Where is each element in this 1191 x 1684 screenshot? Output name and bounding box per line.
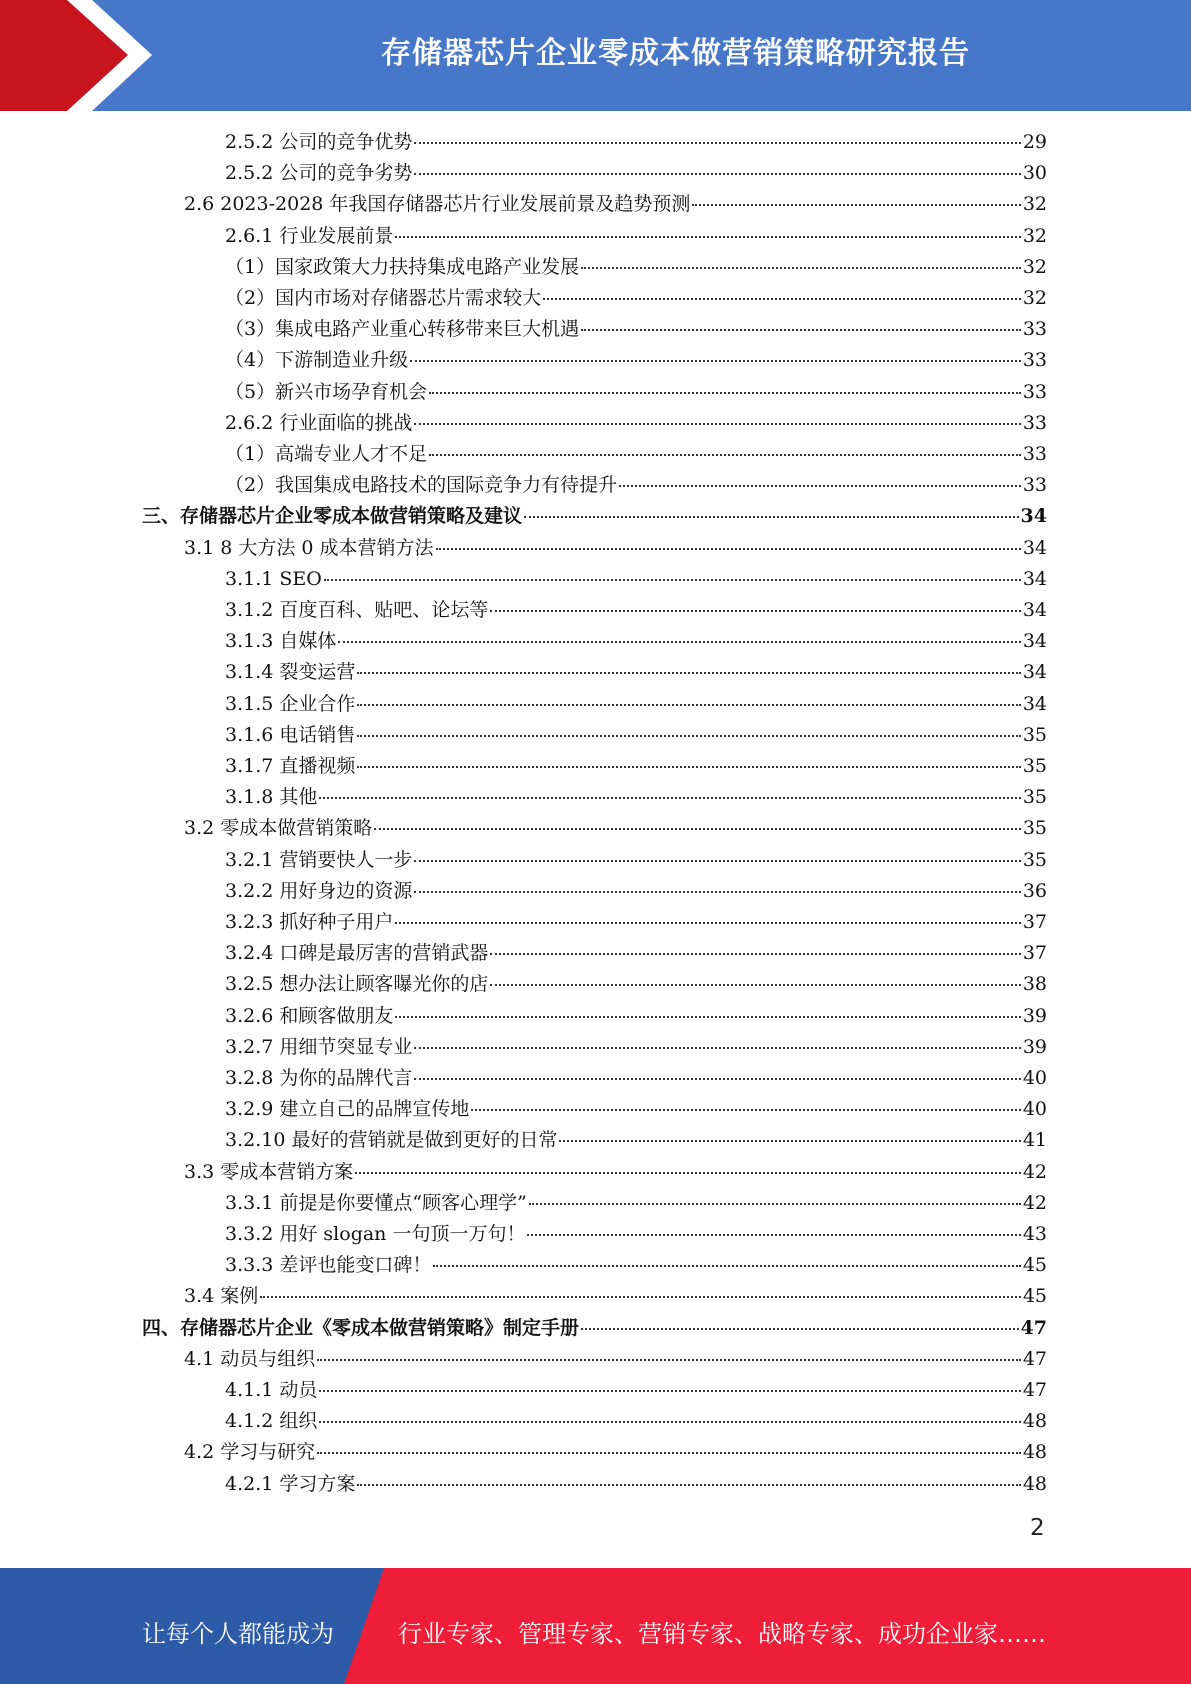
toc-entry[interactable]	[225, 158, 1047, 189]
toc-dot-leader	[357, 703, 1020, 706]
page-footer	[0, 1568, 1191, 1684]
toc-entry-title: 3.1.5 企业合作	[225, 692, 356, 715]
toc-entry-page: 35	[1022, 848, 1047, 871]
toc-entry[interactable]	[225, 283, 1047, 314]
toc-entry[interactable]	[225, 221, 1047, 252]
toc-entry-title: 3.2.2 用好身边的资源	[225, 879, 413, 902]
toc-dot-leader	[436, 547, 1021, 550]
toc-entry-title: 3.3.1 前提是你要懂点“顾客心理学”	[225, 1191, 527, 1214]
toc-entry-page: 35	[1022, 786, 1047, 809]
toc-dot-leader	[581, 1327, 1019, 1330]
toc-dot-leader	[317, 1451, 1021, 1454]
toc-entry[interactable]	[142, 1313, 1047, 1344]
toc-entry-page: 33	[1022, 318, 1047, 341]
toc-entry-page: 34	[1022, 630, 1047, 653]
toc-entry[interactable]	[184, 1437, 1047, 1468]
toc-dot-leader	[395, 235, 1020, 238]
toc-dot-leader	[619, 484, 1021, 487]
toc-entry-title: （3）集成电路产业重心转移带来巨大机遇	[225, 318, 580, 341]
toc-entry-page: 48	[1022, 1472, 1047, 1495]
toc-entry-page: 43	[1022, 1223, 1047, 1245]
toc-entry[interactable]	[225, 1375, 1047, 1406]
toc-dot-leader	[357, 765, 1020, 768]
toc-entry-title: （1）高端专业人才不足	[225, 443, 428, 465]
toc-entry-page: 45	[1022, 1285, 1047, 1308]
toc-entry[interactable]	[225, 345, 1047, 376]
toc-entry[interactable]	[225, 938, 1047, 969]
toc-entry-title: 2.5.2 公司的竞争劣势	[225, 162, 413, 185]
footer-slogan-left: 让每个人都能成为	[142, 1620, 334, 1648]
toc-entry-page: 41	[1022, 1129, 1047, 1152]
toc-entry-page: 34	[1022, 536, 1047, 559]
toc-dot-leader	[319, 796, 1020, 799]
toc-dot-leader	[414, 422, 1020, 425]
toc-dot-leader	[490, 952, 1020, 955]
toc-entry[interactable]	[225, 751, 1047, 782]
toc-dot-leader	[429, 453, 1021, 456]
toc-entry-page: 34	[1022, 661, 1047, 684]
toc-entry[interactable]	[225, 1001, 1047, 1032]
toc-entry-title: 2.6 2023-2028 年我国存储器芯片行业发展前景及趋势预测	[184, 193, 691, 216]
toc-entry-title: 四、存储器芯片企业《零成本做营销策略》制定手册	[142, 1316, 580, 1339]
toc-entry[interactable]	[225, 470, 1047, 501]
toc-entry[interactable]	[184, 1344, 1047, 1375]
toc-entry[interactable]	[225, 127, 1047, 158]
toc-entry-title: 3.2.5 想办法让顾客曝光你的店	[225, 973, 489, 996]
toc-entry-title: （4）下游制造业升级	[225, 349, 409, 372]
toc-dot-leader	[581, 266, 1021, 269]
toc-entry-page: 37	[1022, 911, 1047, 933]
toc-entry[interactable]	[225, 1219, 1047, 1250]
toc-entry[interactable]	[225, 314, 1047, 345]
toc-entry[interactable]	[225, 1094, 1047, 1125]
toc-entry[interactable]	[225, 252, 1047, 283]
toc-dot-leader	[410, 359, 1021, 362]
toc-entry-page: 38	[1022, 973, 1047, 996]
toc-entry-title: （5）新兴市场孕育机会	[225, 380, 428, 403]
toc-entry-title: 3.2.9 建立自己的品牌宣传地	[225, 1098, 470, 1121]
toc-dot-leader	[338, 640, 1020, 643]
toc-dot-leader	[524, 515, 1019, 518]
toc-entry[interactable]	[225, 564, 1047, 595]
toc-entry-title: 3.2.1 营销要快人一步	[225, 848, 413, 871]
toc-dot-leader	[692, 203, 1020, 206]
toc-dot-leader	[355, 1171, 1021, 1174]
toc-dot-leader	[357, 1483, 1020, 1486]
toc-dot-leader	[395, 1015, 1020, 1018]
toc-entry-title: 3.1 8 大方法 0 成本营销方法	[184, 536, 434, 559]
toc-entry-page: 32	[1022, 224, 1047, 247]
page-number: 2	[1030, 1515, 1045, 1541]
toc-dot-leader	[429, 391, 1021, 394]
toc-dot-leader	[490, 609, 1020, 612]
toc-entry-page: 34	[1022, 692, 1047, 715]
toc-entry-title: 4.2.1 学习方案	[225, 1472, 356, 1495]
toc-entry[interactable]	[225, 657, 1047, 688]
toc-dot-leader	[414, 859, 1020, 862]
toc-dot-leader	[414, 890, 1020, 893]
toc-dot-leader	[357, 734, 1020, 737]
toc-entry[interactable]	[225, 720, 1047, 751]
toc-entry-title: 2.5.2 公司的竞争优势	[225, 131, 413, 153]
toc-entry-page: 33	[1022, 443, 1047, 465]
toc-entry-title: 3.1.4 裂变运营	[225, 661, 356, 684]
toc-entry-page: 47	[1020, 1316, 1047, 1339]
toc-entry[interactable]	[225, 782, 1047, 813]
toc-entry-title: 三、存储器芯片企业零成本做营销策略及建议	[142, 505, 523, 528]
toc-entry-title: 4.1.1 动员	[225, 1379, 318, 1401]
toc-dot-leader	[414, 1077, 1020, 1080]
toc-entry-page: 34	[1022, 567, 1047, 590]
report-title: 存储器芯片企业零成本做营销策略研究报告	[381, 36, 970, 71]
toc-entry[interactable]	[225, 1032, 1047, 1063]
toc-entry-page: 33	[1022, 380, 1047, 403]
toc-entry-title: 3.2.6 和顾客做朋友	[225, 1004, 394, 1027]
toc-entry-page: 29	[1022, 131, 1047, 153]
toc-entry[interactable]	[184, 1157, 1047, 1188]
toc-entry-page: 35	[1022, 723, 1047, 746]
toc-dot-leader	[374, 827, 1021, 830]
toc-entry[interactable]	[225, 907, 1047, 938]
toc-dot-leader	[357, 671, 1020, 674]
toc-entry-title: 4.2 学习与研究	[184, 1441, 316, 1464]
toc-entry-page: 30	[1022, 162, 1047, 185]
toc-entry-page: 33	[1022, 411, 1047, 434]
toc-entry-page: 42	[1022, 1160, 1047, 1183]
toc-entry-page: 39	[1022, 1004, 1047, 1027]
toc-entry-title: （2）国内市场对存储器芯片需求较大	[225, 287, 542, 309]
toc-entry-title: 3.2.7 用细节突显专业	[225, 1035, 413, 1058]
toc-entry-title: 3.1.7 直播视频	[225, 755, 356, 777]
toc-entry-title: 3.1.1 SEO	[225, 567, 322, 590]
toc-entry-title: 4.1 动员与组织	[184, 1347, 316, 1370]
toc-dot-leader	[395, 921, 1020, 924]
toc-entry-page: 42	[1022, 1191, 1047, 1214]
toc-entry[interactable]	[225, 845, 1047, 876]
toc-dot-leader	[319, 1389, 1020, 1392]
toc-entry-title: 2.6.1 行业发展前景	[225, 224, 394, 247]
toc-entry-title: 3.3.2 用好 slogan 一句顶一万句！	[225, 1223, 526, 1245]
toc-dot-leader	[581, 328, 1021, 331]
toc-entry-title: 3.2 零成本做营销策略	[184, 817, 373, 840]
toc-entry-page: 36	[1022, 879, 1047, 902]
toc-entry-title: 3.2.10 最好的营销就是做到更好的日常	[225, 1129, 558, 1152]
toc-entry[interactable]	[184, 813, 1047, 844]
toc-dot-leader	[324, 578, 1021, 581]
toc-dot-leader	[490, 983, 1020, 986]
toc-entry-title: 3.1.2 百度百科、贴吧、论坛等	[225, 599, 489, 621]
toc-dot-leader	[414, 172, 1020, 175]
toc-entry[interactable]	[225, 969, 1047, 1000]
toc-dot-leader	[319, 1420, 1020, 1423]
toc-dot-leader	[527, 1233, 1020, 1236]
toc-entry[interactable]	[225, 876, 1047, 907]
toc-entry[interactable]	[225, 689, 1047, 720]
toc-entry-page: 35	[1022, 817, 1047, 840]
toc-entry-page: 40	[1022, 1098, 1047, 1121]
toc-dot-leader	[414, 141, 1020, 144]
toc-entry[interactable]	[142, 501, 1047, 532]
toc-dot-leader	[317, 1358, 1021, 1361]
toc-entry-title: 3.3 零成本营销方案	[184, 1160, 354, 1183]
toc-entry[interactable]	[225, 595, 1047, 626]
toc-entry-title: 3.2.8 为你的品牌代言	[225, 1067, 413, 1089]
toc-entry[interactable]	[225, 1188, 1047, 1219]
toc-entry-page: 32	[1022, 193, 1047, 216]
toc-dot-leader	[433, 1264, 1020, 1267]
toc-entry[interactable]	[184, 533, 1047, 564]
toc-entry-title: （1）国家政策大力扶持集成电路产业发展	[225, 255, 580, 278]
toc-entry-page: 34	[1022, 599, 1047, 621]
toc-dot-leader	[414, 1046, 1020, 1049]
toc-entry-page: 35	[1022, 755, 1047, 777]
toc-entry-page: 47	[1022, 1347, 1047, 1370]
toc-entry-page: 48	[1022, 1441, 1047, 1464]
toc-entry-title: 2.6.2 行业面临的挑战	[225, 411, 413, 434]
toc-dot-leader	[559, 1139, 1020, 1142]
toc-entry[interactable]	[225, 1125, 1047, 1156]
toc-entry-page: 40	[1022, 1067, 1047, 1089]
toc-entry-page: 33	[1022, 474, 1047, 497]
toc-dot-leader	[529, 1202, 1021, 1205]
toc-entry-page: 32	[1022, 287, 1047, 309]
toc-entry-title: 3.2.4 口碑是最厉害的营销武器	[225, 942, 489, 965]
toc-entry-page: 39	[1022, 1035, 1047, 1058]
toc-entry-page: 37	[1022, 942, 1047, 965]
toc-dot-leader	[471, 1108, 1020, 1111]
toc-entry[interactable]	[225, 408, 1047, 439]
toc-entry-title: 3.1.6 电话销售	[225, 723, 356, 746]
toc-entry-page: 33	[1022, 349, 1047, 372]
toc-entry[interactable]	[184, 189, 1047, 220]
toc-entry[interactable]	[225, 1250, 1047, 1281]
toc-dot-leader	[543, 297, 1021, 300]
toc-entry[interactable]	[225, 1469, 1047, 1500]
toc-entry[interactable]	[225, 439, 1047, 470]
toc-entry-page: 47	[1022, 1379, 1047, 1401]
toc-entry-page: 32	[1022, 255, 1047, 278]
toc-dot-leader	[260, 1295, 1021, 1298]
toc-entry-page: 48	[1022, 1410, 1047, 1433]
footer-slogan-right: 行业专家、管理专家、营销专家、战略专家、成功企业家……	[398, 1620, 1046, 1648]
toc-entry-title: 3.1.8 其他	[225, 786, 318, 809]
toc-entry[interactable]	[225, 377, 1047, 408]
toc-entry-title: （2）我国集成电路技术的国际竞争力有待提升	[225, 474, 618, 497]
page-header	[0, 0, 1191, 111]
toc-entry-title: 3.3.3 差评也能变口碑！	[225, 1254, 432, 1277]
toc-entry-title: 4.1.2 组织	[225, 1410, 318, 1433]
toc-entry-title: 3.4 案例	[184, 1285, 259, 1308]
toc-entry-page: 34	[1020, 505, 1047, 528]
toc-entry[interactable]	[184, 1281, 1047, 1312]
toc-entry-title: 3.1.3 自媒体	[225, 630, 337, 653]
toc-entry-page: 45	[1022, 1254, 1047, 1277]
toc-entry-title: 3.2.3 抓好种子用户	[225, 911, 394, 933]
toc-entry[interactable]	[225, 1063, 1047, 1094]
toc-entry[interactable]	[225, 1406, 1047, 1437]
toc-entry[interactable]	[225, 626, 1047, 657]
